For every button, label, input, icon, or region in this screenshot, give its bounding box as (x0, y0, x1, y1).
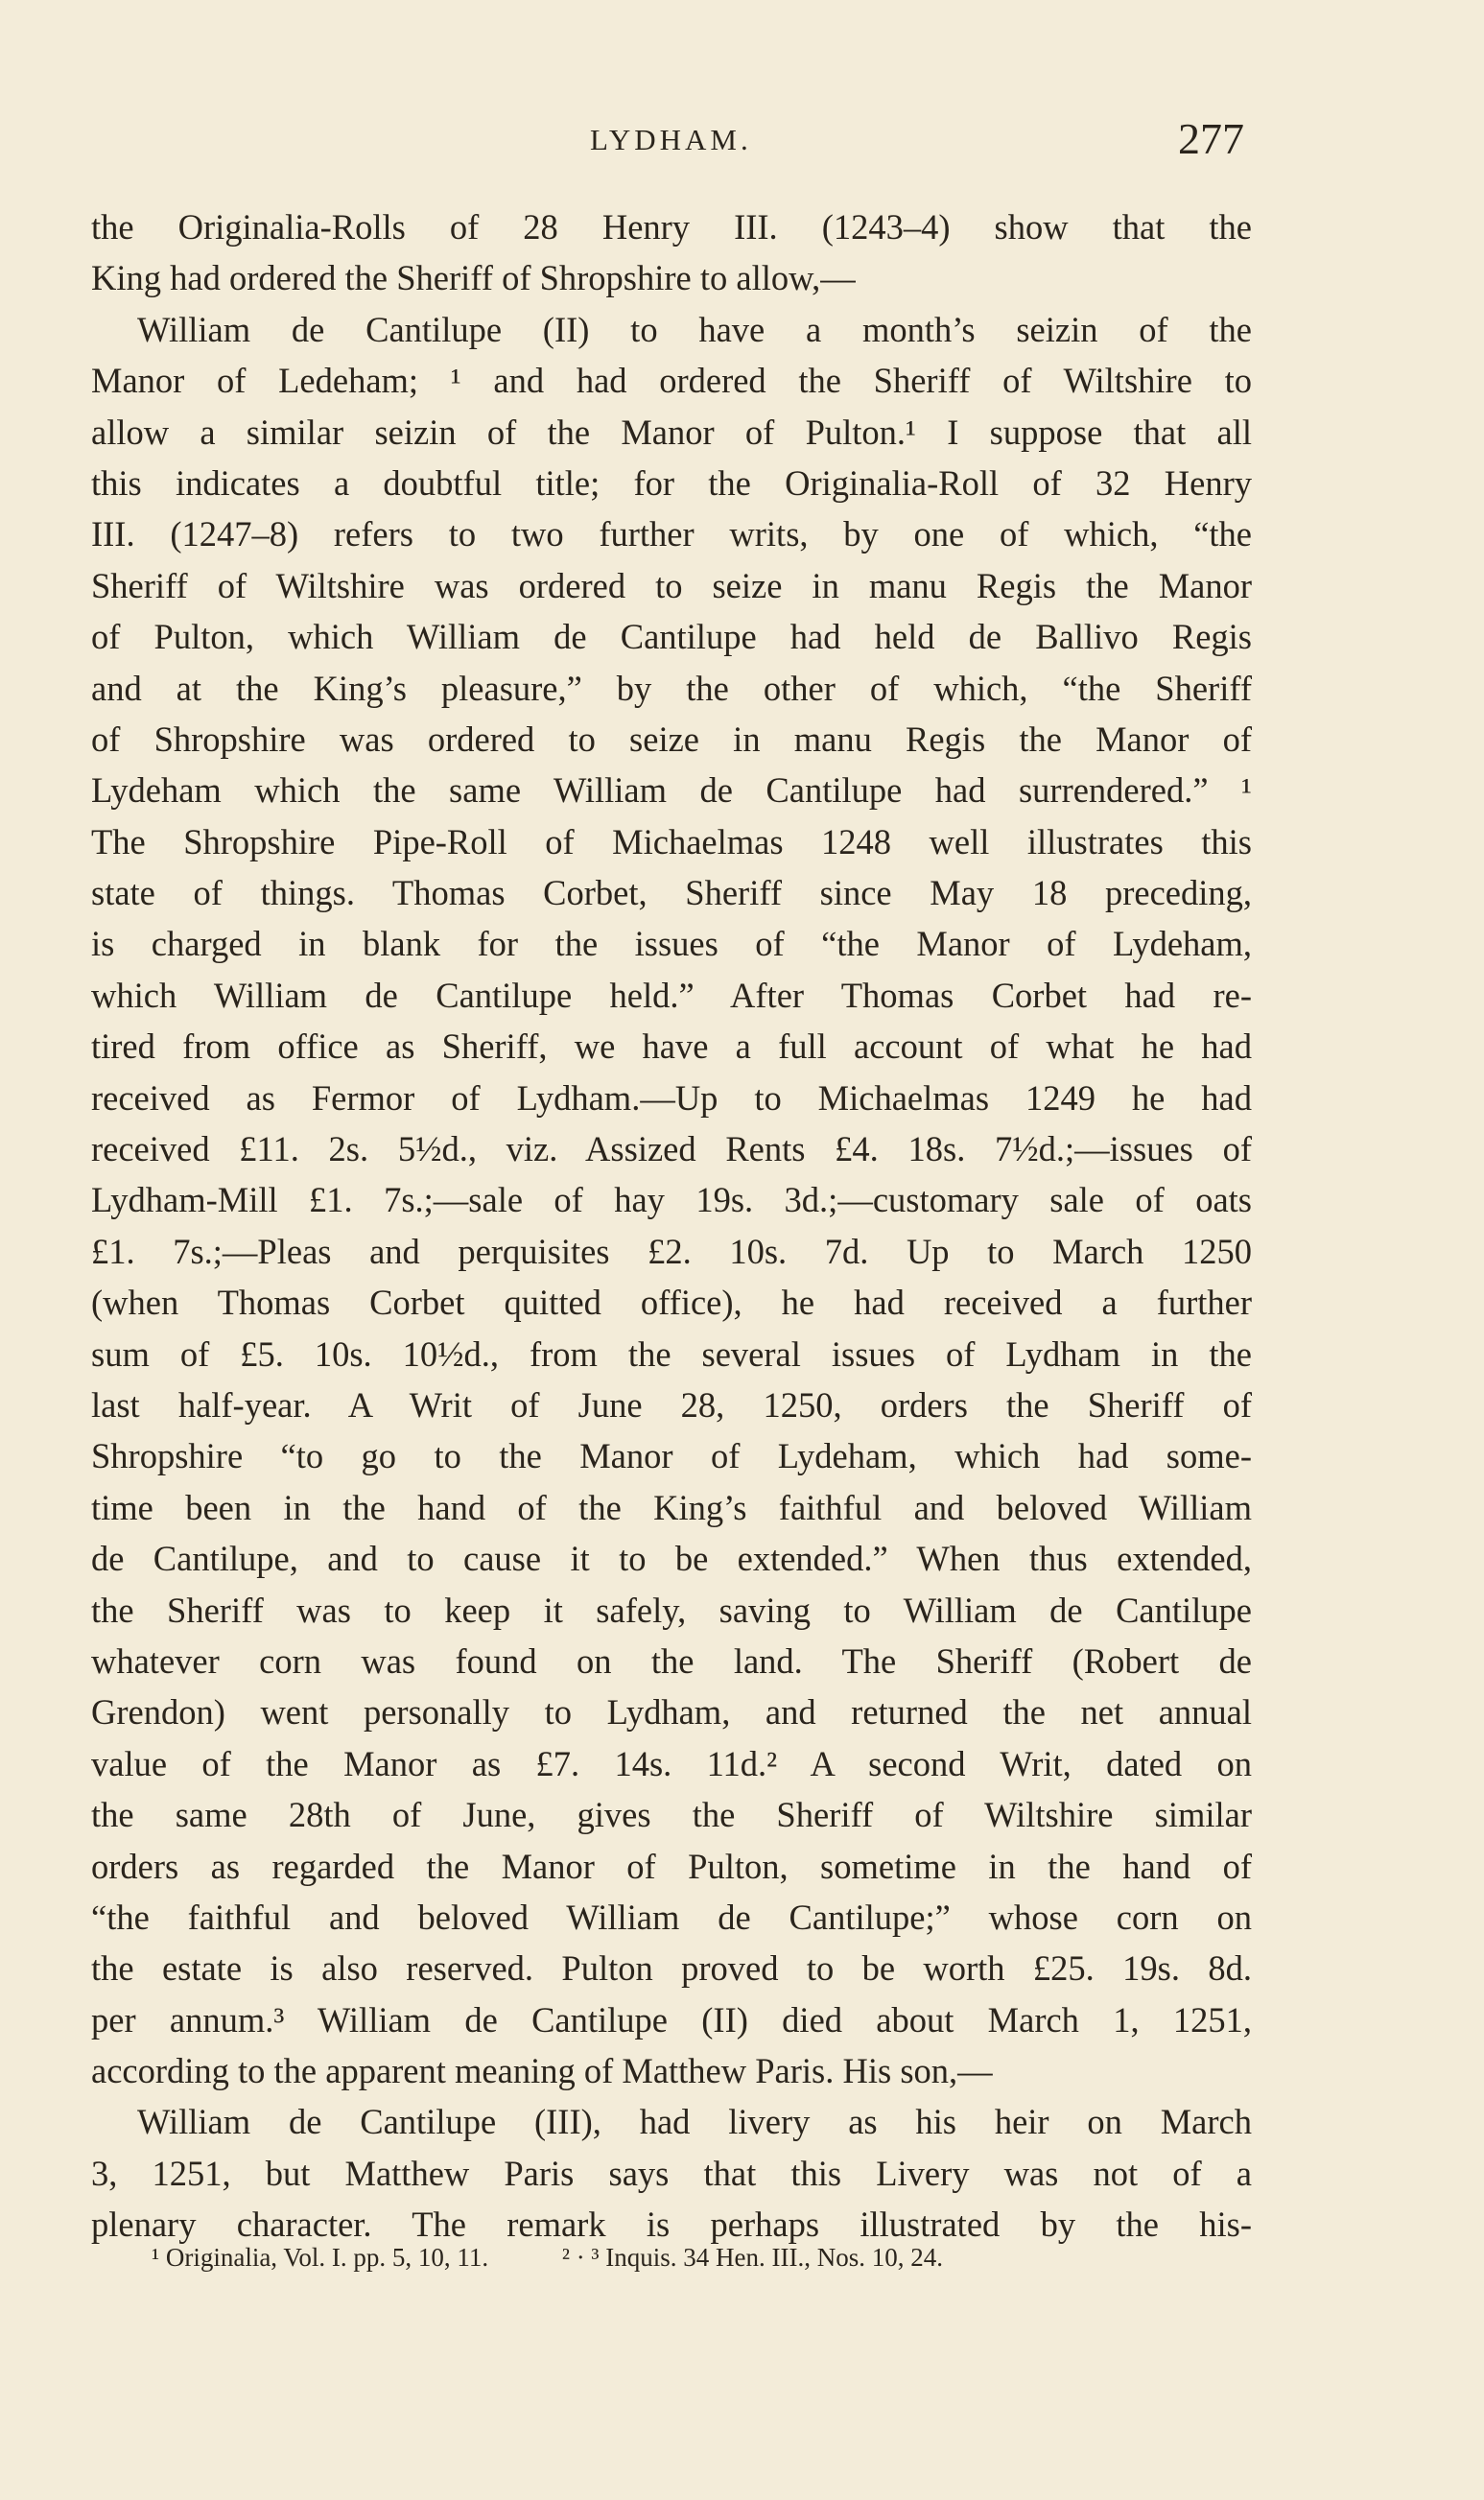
text-line: received as Fermor of Lydham.—Up to Michaelmas 1249 he had (91, 1077, 1252, 1118)
text-line: £1. 7s.;—Pleas and perquisites £2. 10s. 7d. Up to March 1250 (91, 1231, 1252, 1271)
text-line: state of things. Thomas Corbet, Sheriff since May 18 preceding, (91, 873, 1252, 913)
text-line: of Shropshire was ordered to seize in manu Regis the Manor of (91, 719, 1252, 759)
text-line: whatever corn was found on the land. The Sheriff (Robert de (91, 1640, 1252, 1681)
text-line: “the faithful and beloved William de Cantilupe;” whose corn on (91, 1897, 1252, 1937)
text-line: Sheriff of Wiltshire was ordered to seize in manu Regis the Manor (91, 565, 1252, 605)
text-line: received £11. 2s. 5½d., viz. Assized Rents £4. 18s. 7½d.;—issues of (91, 1129, 1252, 1169)
text-line: de Cantilupe, and to cause it to be extended.” When thus extended, (91, 1539, 1252, 1579)
text-line: 3, 1251, but Matthew Paris says that this Livery was not of a (91, 2153, 1252, 2193)
text-line: value of the Manor as £7. 14s. 11d.² A second Writ, dated on (91, 1743, 1252, 1783)
footnote: ¹ Originalia, Vol. I. pp. 5, 10, 11. (152, 2243, 489, 2272)
text-line: Manor of Ledeham; ¹ and had ordered the Sheriff of Wiltshire to (91, 361, 1252, 401)
page-number: 277 (1178, 114, 1244, 163)
text-line: Lydeham which the same William de Cantilupe had surrendered.” ¹ (91, 770, 1252, 811)
text-line: last half-year. A Writ of June 28, 1250, orders the Sheriff of (91, 1384, 1252, 1425)
text-line: is charged in blank for the issues of “the Manor of Lydeham, (91, 924, 1252, 964)
text-line: Shropshire “to go to the Manor of Lydeham, which had some- (91, 1436, 1252, 1476)
running-title: LYDHAM. (590, 123, 752, 156)
text-line: III. (1247–8) refers to two further writs, by one of which, “the (91, 514, 1252, 554)
text-line: orders as regarded the Manor of Pulton, sometime in the hand of (91, 1846, 1252, 1886)
text-line: Lydham-Mill £1. 7s.;—sale of hay 19s. 3d.;—customary sale of oats (91, 1180, 1252, 1220)
text-line: tired from office as Sheriff, we have a full account of what he had (91, 1026, 1252, 1067)
text-line: William de Cantilupe (III), had livery as his heir on March (137, 2102, 1252, 2142)
text-line: time been in the hand of the King’s faithful and beloved William (91, 1487, 1252, 1527)
text-line: which William de Cantilupe held.” After Thomas Corbet had re- (91, 975, 1252, 1015)
text-line: allow a similar seizin of the Manor of Pulton.¹ I suppose that all (91, 412, 1252, 452)
text-line: Grendon) went personally to Lydham, and returned the net annual (91, 1692, 1252, 1733)
footnotes (152, 2243, 1207, 2273)
text-line: according to the apparent meaning of Matthew Paris. His son,— (91, 2051, 993, 2091)
text-line: William de Cantilupe (II) to have a month’s seizin of the (137, 309, 1252, 349)
body-text (91, 201, 1252, 2251)
text-line: (when Thomas Corbet quitted office), he had received a further (91, 1283, 1252, 1323)
text-line: of Pulton, which William de Cantilupe had held de Ballivo Regis (91, 617, 1252, 657)
text-line: and at the King’s pleasure,” by the other of which, “the Sheriff (91, 668, 1252, 708)
text-line: per annum.³ William de Cantilupe (II) died about March 1, 1251, (91, 1999, 1252, 2040)
text-line: sum of £5. 10s. 10½d., from the several issues of Lydham in the (91, 1333, 1252, 1374)
running-head (91, 113, 1242, 171)
text-line: the estate is also reserved. Pulton proved to be worth £25. 19s. 8d. (91, 1948, 1252, 1989)
text-line: the Originalia-Rolls of 28 Henry III. (1243–4) show that the (91, 207, 1252, 247)
text-line: the Sheriff was to keep it safely, saving to William de Cantilupe (91, 1590, 1252, 1630)
text-line: the same 28th of June, gives the Sheriff of Wiltshire similar (91, 1795, 1252, 1835)
text-line: King had ordered the Sheriff of Shropshire to allow,— (91, 258, 856, 298)
footnote: ² · ³ Inquis. 34 Hen. III., Nos. 10, 24. (561, 2243, 943, 2272)
text-line: this indicates a doubtful title; for the Originalia-Roll of 32 Henry (91, 462, 1252, 503)
text-line: plenary character. The remark is perhaps illustrated by the his- (91, 2205, 1252, 2245)
text-line: The Shropshire Pipe-Roll of Michaelmas 1248 well illustrates this (91, 821, 1252, 861)
